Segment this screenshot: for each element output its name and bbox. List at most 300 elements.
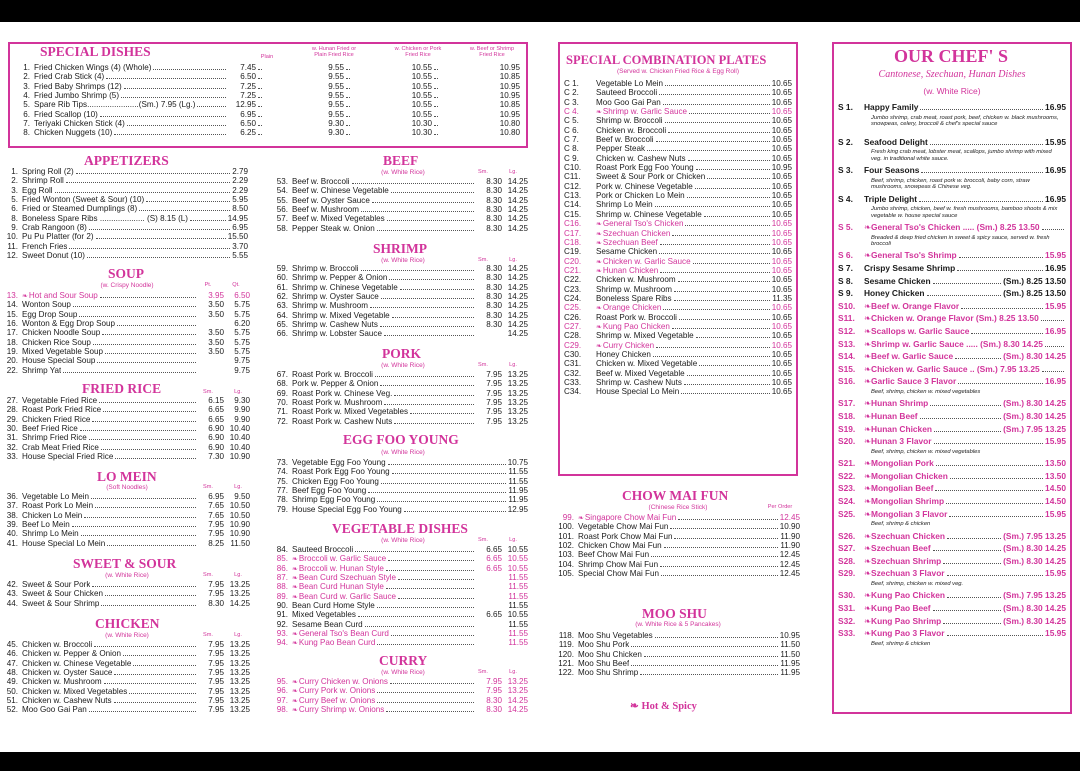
menu-item bbox=[564, 154, 792, 163]
item-price: 10.65 bbox=[771, 256, 792, 266]
menu-item bbox=[270, 301, 528, 310]
leader-dots bbox=[674, 300, 771, 301]
special-dishes-title: SPECIAL DISHES bbox=[40, 44, 151, 59]
menu-item bbox=[0, 452, 250, 461]
item-number: 103. bbox=[558, 550, 574, 560]
item-name: Moo Shu Beef bbox=[578, 659, 630, 669]
item-price-p3: 10.55 bbox=[411, 109, 432, 119]
leader-dots bbox=[346, 106, 350, 107]
item-price-small: 8.30 bbox=[486, 282, 502, 292]
hot-spicy-icon: ❧ bbox=[292, 565, 298, 573]
menu-item bbox=[0, 232, 248, 241]
item-code: S28. bbox=[838, 555, 856, 566]
leader-dots bbox=[258, 106, 262, 107]
menu-item bbox=[0, 176, 248, 185]
item-number: 41. bbox=[6, 538, 18, 548]
leader-dots bbox=[92, 586, 196, 587]
leader-dots bbox=[386, 711, 474, 712]
menu-item bbox=[0, 214, 248, 223]
item-number: 86. bbox=[276, 563, 288, 573]
menu-item bbox=[270, 196, 528, 205]
item-price: 11.95 bbox=[780, 668, 800, 678]
item-price: 10.95 bbox=[779, 631, 800, 640]
item-number: 101. bbox=[558, 531, 574, 541]
chicken-subtitle: (w. White Rice) bbox=[105, 632, 149, 639]
item-number: 6. bbox=[23, 109, 30, 119]
chef-note: (w. White Rice) bbox=[923, 86, 981, 96]
item-number: 40. bbox=[6, 529, 18, 539]
menu-item bbox=[0, 300, 250, 309]
item-price: 10.65 bbox=[771, 172, 792, 182]
leader-dots bbox=[663, 309, 769, 310]
item-number: 47. bbox=[6, 658, 18, 668]
item-name: Fried Jumbo Shrimp (5) bbox=[34, 91, 120, 101]
item-price-p4: 10.95 bbox=[499, 63, 520, 72]
item-price: 16.95 bbox=[1045, 193, 1066, 204]
leader-dots bbox=[950, 471, 1043, 479]
item-number: C 4. bbox=[564, 107, 579, 117]
menu-item bbox=[564, 229, 792, 238]
item-code: S 7. bbox=[838, 263, 853, 273]
item-name: Vegetable Fried Rice bbox=[22, 396, 98, 405]
item-price-large: 10.40 bbox=[229, 424, 250, 434]
item-price-small: 8.30 bbox=[486, 320, 502, 330]
item-price-p2: 9.55 bbox=[328, 81, 344, 91]
item-price-p1: 12.95 bbox=[235, 100, 256, 110]
item-name: Pork or Chicken Lo Mein bbox=[596, 191, 685, 201]
chef-item bbox=[838, 376, 1066, 386]
leader-dots bbox=[679, 319, 770, 320]
item-price-small: 8.30 bbox=[486, 195, 502, 205]
item-description: Beef, shrimp & chicken bbox=[871, 640, 931, 647]
item-name: Beef w. Broccoli bbox=[596, 135, 654, 145]
item-price-large: 13.25 bbox=[507, 379, 528, 389]
hot-spicy-icon: ❧ bbox=[292, 640, 298, 648]
item-number: 60. bbox=[276, 273, 288, 283]
item-price-large: 14.25 bbox=[507, 264, 528, 273]
item-name: Chicken w. Mushroom bbox=[22, 677, 102, 687]
item-price: 8.50 bbox=[232, 204, 248, 214]
menu-item bbox=[12, 91, 520, 100]
lo-mein-list bbox=[0, 492, 250, 548]
shrimp-title: SHRIMP bbox=[373, 241, 427, 256]
item-price: 16.95 bbox=[1045, 263, 1066, 273]
item-price: 2.29 bbox=[232, 176, 248, 186]
item-price: (Sm.) 8.30 14.25 bbox=[1003, 351, 1066, 362]
item-name: Pork w. Pepper & Onion bbox=[292, 379, 379, 389]
item-price: (Sm.) 8.30 14.25 bbox=[1003, 615, 1066, 626]
item-price: (Sm.) 8.25 13.50 bbox=[1003, 288, 1066, 299]
chef-item bbox=[838, 496, 1066, 506]
item-price: (Sm.) 8.30 14.25 bbox=[1003, 555, 1066, 566]
item-number: 54. bbox=[276, 186, 288, 196]
item-price: 10.65 bbox=[771, 303, 792, 313]
item-price-small: 7.95 bbox=[208, 696, 224, 706]
item-name: General Tso's Bean Curd bbox=[298, 629, 389, 639]
item-price-p3: 10.55 bbox=[411, 63, 432, 72]
item-name: Spring Roll (2) bbox=[22, 167, 74, 176]
item-price: 13.50 bbox=[1045, 470, 1066, 481]
chicken-col1: Sm. bbox=[203, 632, 213, 638]
item-code: S20. bbox=[838, 436, 856, 447]
leader-dots bbox=[121, 97, 226, 98]
menu-item bbox=[270, 205, 528, 214]
item-price-p1: 7.25 bbox=[240, 81, 256, 91]
chicken-list bbox=[0, 640, 250, 715]
item-price: 10.65 bbox=[771, 331, 792, 341]
hot-spicy-icon: ❧ bbox=[864, 338, 872, 349]
item-number: C11. bbox=[564, 172, 581, 182]
hot-spicy-legend bbox=[630, 700, 697, 712]
item-number: 45. bbox=[6, 640, 18, 649]
soup-subtitle: (w. Crispy Noodle) bbox=[100, 282, 154, 289]
item-number: C27. bbox=[564, 321, 582, 331]
item-price-p1: 6.95 bbox=[240, 109, 256, 119]
leader-dots bbox=[678, 519, 778, 520]
item-code: S 3. bbox=[838, 165, 853, 176]
item-name: Chicken w. Cashew Nuts bbox=[596, 153, 686, 163]
item-number: 102. bbox=[558, 541, 574, 551]
leader-dots bbox=[434, 88, 438, 89]
leader-dots bbox=[346, 78, 350, 79]
hot-spicy-icon: ❧ bbox=[864, 351, 872, 362]
menu-item bbox=[564, 182, 792, 191]
item-description: Beef, shrimp & chicken bbox=[871, 521, 931, 528]
item-price: 10.65 bbox=[771, 107, 792, 117]
combination-list bbox=[564, 79, 792, 397]
item-code: S 8. bbox=[838, 275, 853, 286]
item-price-p3: 10.55 bbox=[411, 100, 432, 110]
item-name: Roast Pork w. Chinese Veg. bbox=[292, 388, 393, 398]
item-name: Seafood Delight bbox=[864, 136, 928, 147]
menu-item bbox=[270, 677, 528, 686]
item-price: 6.95 bbox=[232, 223, 248, 233]
item-code: S18. bbox=[838, 411, 856, 421]
item-price: 15.95 bbox=[1045, 300, 1066, 311]
leader-dots bbox=[678, 281, 770, 282]
item-number: C28. bbox=[564, 331, 582, 341]
item-number: 14. bbox=[6, 300, 18, 310]
leader-dots bbox=[664, 547, 779, 548]
item-price: 14.50 bbox=[1045, 496, 1066, 506]
item-price-large: 11.55 bbox=[508, 582, 528, 592]
menu-item bbox=[0, 347, 250, 356]
item-description: Beef, shrimp, chicken w. mixed vegetables bbox=[871, 389, 981, 395]
item-name: Fried Wonton (Sweet & Sour) (10) bbox=[22, 195, 145, 205]
item-price: 12.45 bbox=[779, 550, 800, 560]
leader-dots bbox=[930, 398, 1001, 406]
hot-spicy-icon: ❧ bbox=[864, 555, 872, 566]
hot-spicy-icon: ❧ bbox=[292, 697, 298, 705]
item-code: S12. bbox=[838, 326, 856, 336]
leader-dots bbox=[688, 160, 770, 161]
item-price: 11.35 bbox=[772, 293, 792, 303]
leader-dots bbox=[377, 501, 506, 502]
item-number: 33. bbox=[6, 452, 18, 462]
leader-dots bbox=[943, 556, 1001, 564]
menu-item bbox=[0, 366, 250, 375]
item-number: 73. bbox=[276, 458, 288, 467]
leader-dots bbox=[386, 570, 474, 571]
item-price-small: 6.90 bbox=[208, 442, 224, 452]
item-price: 15.50 bbox=[227, 232, 248, 242]
menu-item bbox=[270, 582, 528, 591]
menu-item bbox=[564, 247, 792, 256]
leader-dots bbox=[107, 545, 196, 546]
leader-dots bbox=[930, 137, 1043, 145]
leader-dots bbox=[943, 616, 1001, 624]
item-name: Roast Pork Chow Mai Fun bbox=[578, 531, 673, 541]
item-price-large: 10.55 bbox=[507, 554, 528, 564]
item-price: 16.95 bbox=[1045, 102, 1066, 112]
item-name: Honey Chicken bbox=[864, 288, 925, 299]
item-name: Shrimp w. Cashew Nuts bbox=[596, 378, 682, 387]
item-price: 10.65 bbox=[771, 181, 792, 191]
leader-dots bbox=[674, 538, 778, 539]
item-price-p4: 10.80 bbox=[499, 128, 520, 138]
leader-dots bbox=[670, 528, 777, 529]
menu-item bbox=[0, 687, 250, 696]
beef-title: BEEF bbox=[383, 153, 419, 168]
col-fried: w. Hunan Fried or Plain Fried Rice bbox=[311, 46, 357, 58]
item-code: S10. bbox=[838, 300, 856, 311]
menu-item bbox=[0, 492, 250, 501]
item-price-large: 9.30 bbox=[234, 396, 250, 405]
item-number: 46. bbox=[6, 649, 18, 659]
item-name: Roast Pork w. Broccoli bbox=[596, 312, 677, 322]
leader-dots bbox=[656, 347, 770, 348]
item-price: 10.75 bbox=[507, 458, 528, 467]
hot-spicy-icon: ❧ bbox=[864, 423, 872, 434]
item-price-p4: 10.95 bbox=[499, 109, 520, 119]
menu-item bbox=[564, 378, 792, 387]
item-price: 10.65 bbox=[771, 284, 792, 294]
item-price-small: 6.65 bbox=[208, 414, 224, 424]
menu-item bbox=[270, 370, 528, 379]
item-number: C26. bbox=[564, 312, 582, 322]
leader-dots bbox=[377, 644, 474, 645]
item-number: 16. bbox=[6, 319, 18, 329]
item-name: House Special Lo Mein bbox=[596, 387, 680, 397]
chef-item bbox=[838, 351, 1066, 361]
item-price-large: 14.25 bbox=[229, 598, 250, 608]
menu-item bbox=[270, 398, 528, 407]
beef-col1: Sm. bbox=[478, 169, 488, 175]
item-price-large: 13.25 bbox=[229, 696, 250, 706]
chef-item bbox=[838, 458, 1066, 468]
menu-item bbox=[0, 186, 248, 195]
item-number: 49. bbox=[6, 677, 18, 687]
leader-dots bbox=[384, 404, 474, 405]
leader-dots bbox=[672, 235, 769, 236]
leader-dots bbox=[124, 88, 226, 89]
item-price-small: 8.30 bbox=[486, 705, 502, 715]
item-price-large: 5.75 bbox=[234, 300, 250, 310]
item-name: House Special Egg Foo Young bbox=[292, 504, 402, 514]
item-number: 87. bbox=[276, 573, 288, 583]
item-name: Happy Family bbox=[864, 102, 919, 112]
menu-item bbox=[564, 257, 792, 266]
item-number: 2. bbox=[23, 72, 30, 82]
item-number: C 8. bbox=[564, 144, 579, 154]
leader-dots bbox=[434, 116, 438, 117]
hot-spicy-icon: ❧ bbox=[864, 628, 872, 639]
chef-item bbox=[838, 568, 1066, 578]
item-number: 1. bbox=[11, 167, 18, 176]
leader-dots bbox=[684, 384, 770, 385]
item-price-small: 7.65 bbox=[208, 510, 224, 520]
menu-item bbox=[552, 550, 800, 559]
item-price: 15.95 bbox=[1045, 436, 1066, 447]
item-number: 79. bbox=[276, 504, 288, 514]
item-number: 44. bbox=[6, 598, 18, 608]
hot-spicy-icon: ❧ bbox=[292, 631, 298, 639]
item-number: 75. bbox=[276, 476, 288, 486]
menu-item bbox=[0, 291, 250, 300]
leader-dots bbox=[668, 132, 770, 133]
item-price: 12.95 bbox=[507, 504, 528, 514]
menu-item bbox=[270, 486, 528, 495]
leader-dots bbox=[377, 607, 474, 608]
chef-item bbox=[838, 250, 1066, 260]
leader-dots bbox=[115, 458, 196, 459]
leader-dots bbox=[346, 97, 350, 98]
item-price: 10.65 bbox=[771, 321, 792, 331]
chow-mai-fun-col: Per Order bbox=[767, 504, 793, 510]
menu-item bbox=[0, 659, 250, 668]
item-price-small: 7.95 bbox=[208, 686, 224, 696]
item-number: C 1. bbox=[564, 79, 579, 88]
item-price-large: 9.75 bbox=[234, 365, 250, 375]
item-number: C20. bbox=[564, 256, 582, 266]
item-price-small: 7.95 bbox=[486, 416, 502, 426]
item-price: 11.95 bbox=[508, 486, 528, 496]
menu-item bbox=[270, 320, 528, 329]
menu-item bbox=[0, 539, 250, 548]
chef-title: OUR CHEF' S bbox=[894, 46, 1009, 66]
item-code: S17. bbox=[838, 398, 856, 409]
chef-item bbox=[838, 102, 1066, 112]
leader-dots bbox=[957, 263, 1043, 271]
item-code: S23. bbox=[838, 483, 856, 494]
leader-dots bbox=[358, 616, 474, 617]
menu-item bbox=[552, 659, 800, 668]
item-price-large: 5.75 bbox=[234, 337, 250, 347]
item-name: Chicken w. Oyster Sauce bbox=[22, 668, 113, 678]
item-price-large: 10.40 bbox=[229, 433, 250, 443]
item-number: 96. bbox=[276, 686, 288, 696]
leader-dots bbox=[384, 335, 474, 336]
item-name: Chicken Fried Rice bbox=[22, 414, 91, 424]
item-name: Garlic Sauce 3 Flavor bbox=[871, 376, 957, 387]
item-price-large: 13.25 bbox=[229, 649, 250, 659]
item-price: 11.95 bbox=[780, 659, 800, 669]
pork-col2: Lg. bbox=[509, 362, 517, 368]
leader-dots bbox=[377, 692, 474, 693]
item-name: Pu Pu Platter (for 2) bbox=[22, 232, 94, 242]
item-price-large: 14.25 bbox=[507, 214, 528, 224]
chef-item bbox=[838, 339, 1066, 349]
item-price-large: 13.25 bbox=[229, 705, 250, 715]
item-name: Bean Curd Home Style bbox=[292, 601, 375, 611]
item-price: 10.65 bbox=[771, 387, 792, 397]
item-number: 118. bbox=[558, 631, 574, 640]
item-number: 11. bbox=[7, 241, 18, 251]
item-name: Shrimp w. Cashew Nuts bbox=[292, 320, 378, 330]
menu-item bbox=[270, 264, 528, 273]
item-price-large: 10.55 bbox=[507, 610, 528, 620]
item-price-large: 13.25 bbox=[229, 686, 250, 696]
menu-item bbox=[0, 433, 250, 442]
item-price-p3: 10.30 bbox=[411, 128, 432, 138]
item-description: Jumbo shrimp, chicken, beef w. fresh mushrooms, bamboo shoots & mix vegetable w. house special sauce bbox=[871, 206, 1058, 219]
menu-item bbox=[564, 294, 792, 303]
item-price: (Sm.) 7.95 13.25 bbox=[1003, 530, 1066, 541]
item-name: Shrimp w. Broccoli bbox=[292, 264, 359, 273]
curry-col1: Sm. bbox=[478, 669, 488, 675]
item-name: Chicken w. Cashew Nuts bbox=[22, 696, 112, 706]
item-price: (Sm.) 8.30 14.25 bbox=[1003, 411, 1066, 421]
item-price: 10.65 bbox=[771, 378, 792, 387]
leader-dots bbox=[398, 598, 474, 599]
item-name: Szechuan Beef bbox=[602, 237, 658, 247]
leader-dots bbox=[346, 69, 350, 70]
egg-foo-young-subtitle: (w. White Rice) bbox=[381, 449, 425, 456]
menu-item bbox=[564, 200, 792, 209]
leader-dots bbox=[695, 188, 770, 189]
item-price-small: 6.15 bbox=[208, 396, 224, 405]
leader-dots bbox=[391, 192, 474, 193]
hot-spicy-icon: ❧ bbox=[864, 543, 872, 554]
menu-item bbox=[564, 359, 792, 368]
item-number: 57. bbox=[276, 214, 288, 224]
sweet-sour-subtitle: (w. White Rice) bbox=[105, 572, 149, 579]
vegetable-dishes-subtitle: (w. White Rice) bbox=[381, 537, 425, 544]
item-price-p3: 10.30 bbox=[411, 119, 432, 129]
item-price-small: 7.95 bbox=[208, 668, 224, 678]
hot-spicy-icon: ❧ bbox=[864, 615, 872, 626]
item-number: 31. bbox=[6, 433, 18, 443]
sweet-sour-col1: Sm. bbox=[203, 572, 213, 578]
item-number: C 5. bbox=[564, 116, 579, 126]
item-price-large: 5.75 bbox=[234, 347, 250, 357]
menu-item bbox=[564, 275, 792, 284]
item-name: Beef Lo Mein bbox=[22, 520, 70, 530]
item-name: House Special Lo Mein bbox=[22, 538, 106, 548]
item-price: 12.45 bbox=[779, 559, 800, 569]
item-price-large: 13.25 bbox=[507, 677, 528, 686]
menu-item bbox=[564, 126, 792, 135]
item-price-small: 8.30 bbox=[486, 310, 502, 320]
item-description: Beef, shrimp, chicken w. mixed veg. bbox=[871, 581, 964, 587]
menu-item bbox=[270, 564, 528, 573]
item-name: Beef w. Orange Flavor bbox=[871, 300, 960, 311]
leader-dots bbox=[933, 276, 1002, 284]
menu-item bbox=[552, 560, 800, 569]
item-number: C32. bbox=[564, 368, 582, 378]
item-price: 5.95 bbox=[232, 195, 248, 205]
leader-dots bbox=[946, 496, 1043, 504]
leader-dots bbox=[94, 646, 196, 647]
leader-dots bbox=[660, 566, 778, 567]
chef-item bbox=[838, 531, 1066, 541]
leader-dots bbox=[100, 297, 196, 298]
hot-spicy-icon: ❧ bbox=[596, 230, 602, 238]
item-number: 4. bbox=[23, 91, 30, 101]
item-number: 52. bbox=[6, 705, 18, 715]
menu-item bbox=[270, 545, 528, 554]
item-price-large: 13.25 bbox=[507, 686, 528, 696]
